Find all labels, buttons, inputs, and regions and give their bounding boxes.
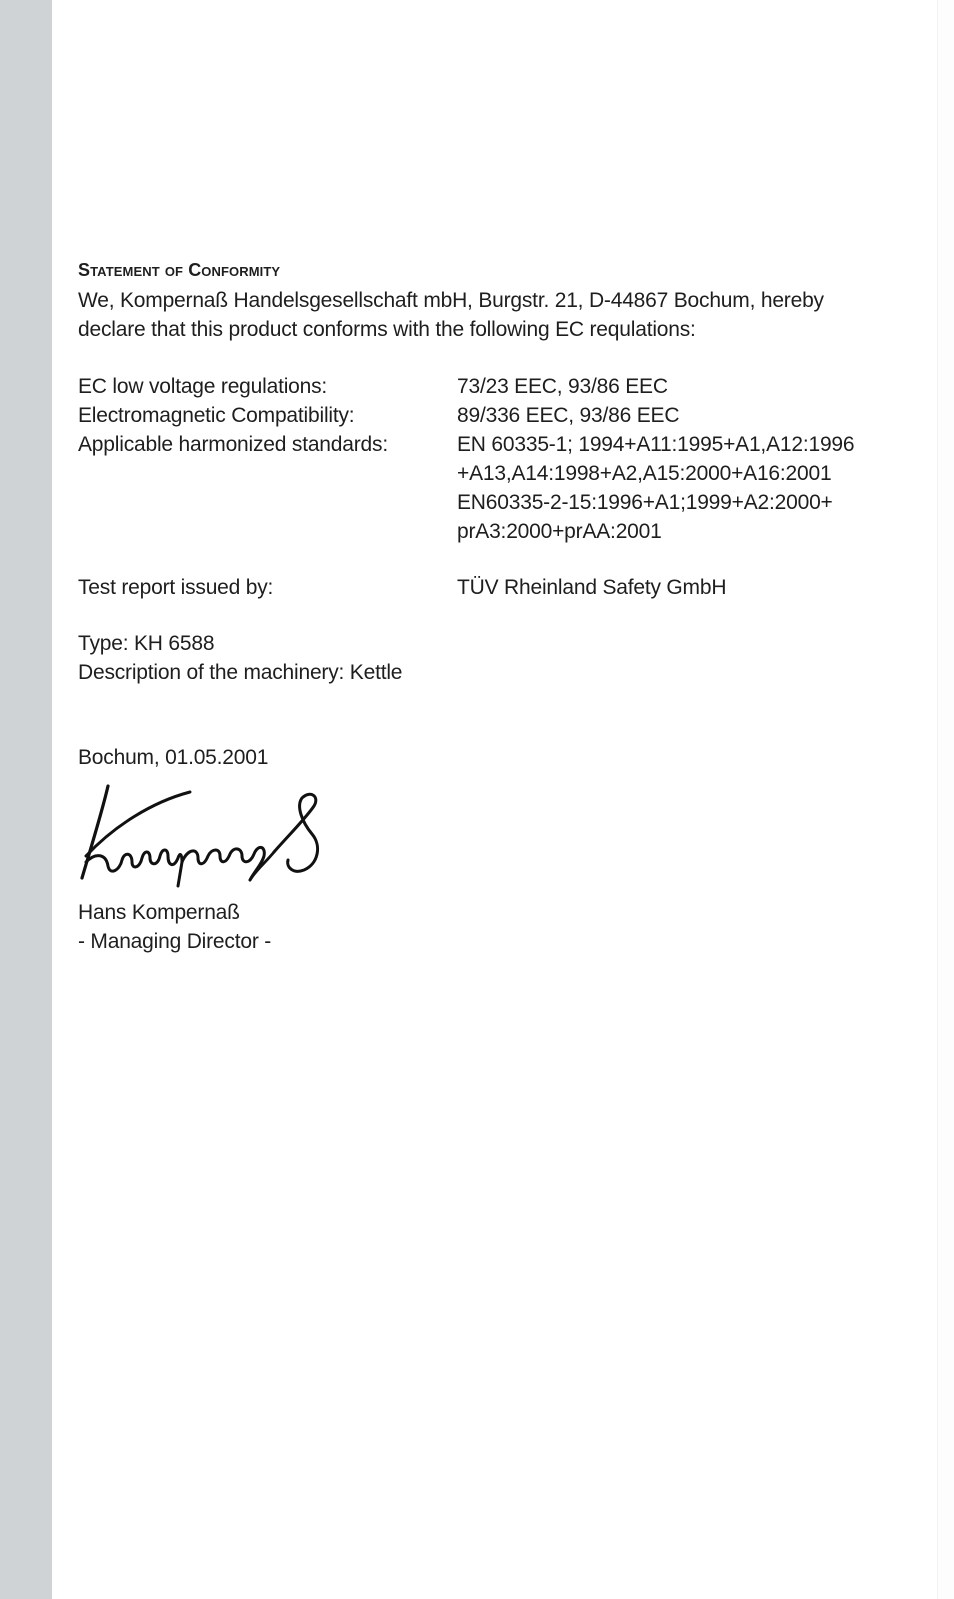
spec-value-line: prA3:2000+prAA:2001 <box>457 520 662 543</box>
right-page-edge <box>937 0 954 1599</box>
test-report-value: TÜV Rheinland Safety GmbH <box>457 576 727 599</box>
signature-stroke <box>86 792 190 856</box>
spec-label: Electromagnetic Compatibility: <box>78 404 355 427</box>
test-report-label: Test report issued by: <box>78 576 274 599</box>
signature-stroke <box>86 850 182 886</box>
signature-image <box>74 782 332 892</box>
spec-value <box>457 430 898 546</box>
spec-value-line: 73/23 EEC, 93/86 EEC <box>457 375 668 398</box>
signer-title: - Managing Director - <box>78 930 272 953</box>
spec-value-line: EN60335-2-15:1996+A1;1999+A2:2000+ <box>457 491 833 514</box>
spec-label: EC low voltage regulations: <box>78 375 328 398</box>
regulations-table <box>78 372 898 546</box>
spec-value-line: +A13,A14:1998+A2,A15:2000+A16:2001 <box>457 462 832 485</box>
spec-row-low-voltage <box>78 372 898 401</box>
product-type: Type: KH 6588 <box>78 632 215 655</box>
signer-block <box>78 898 898 956</box>
signer-name: Hans Kompernaß <box>78 901 240 924</box>
signature-stroke <box>274 794 318 871</box>
spec-value-line: EN 60335-1; 1994+A11:1995+A1,A12:1996 <box>457 433 855 456</box>
spec-row-harmonized-standards <box>78 430 898 546</box>
spec-label: Applicable harmonized standards: <box>78 433 388 456</box>
product-description: Description of the machinery: Kettle <box>78 661 403 684</box>
signature-stroke <box>82 786 108 878</box>
product-details <box>78 629 898 687</box>
statement-heading: Statement of Conformity <box>78 260 281 280</box>
intro-paragraph <box>78 286 898 344</box>
test-report-row <box>78 573 898 602</box>
left-margin-strip <box>0 0 52 1599</box>
spec-row-emc <box>78 401 898 430</box>
place-and-date: Bochum, 01.05.2001 <box>78 746 269 769</box>
spec-value-line: 89/336 EEC, 93/86 EEC <box>457 404 680 427</box>
spec-value <box>457 401 898 430</box>
intro-line-2: declare that this product conforms with the following EC requlations: <box>78 318 696 341</box>
conformity-statement <box>78 259 898 956</box>
intro-line-1: We, Kompernaß Handelsgesellschaft mbH, Burgstr. 21, D-44867 Bochum, hereby <box>78 289 824 312</box>
spec-value <box>457 372 898 401</box>
